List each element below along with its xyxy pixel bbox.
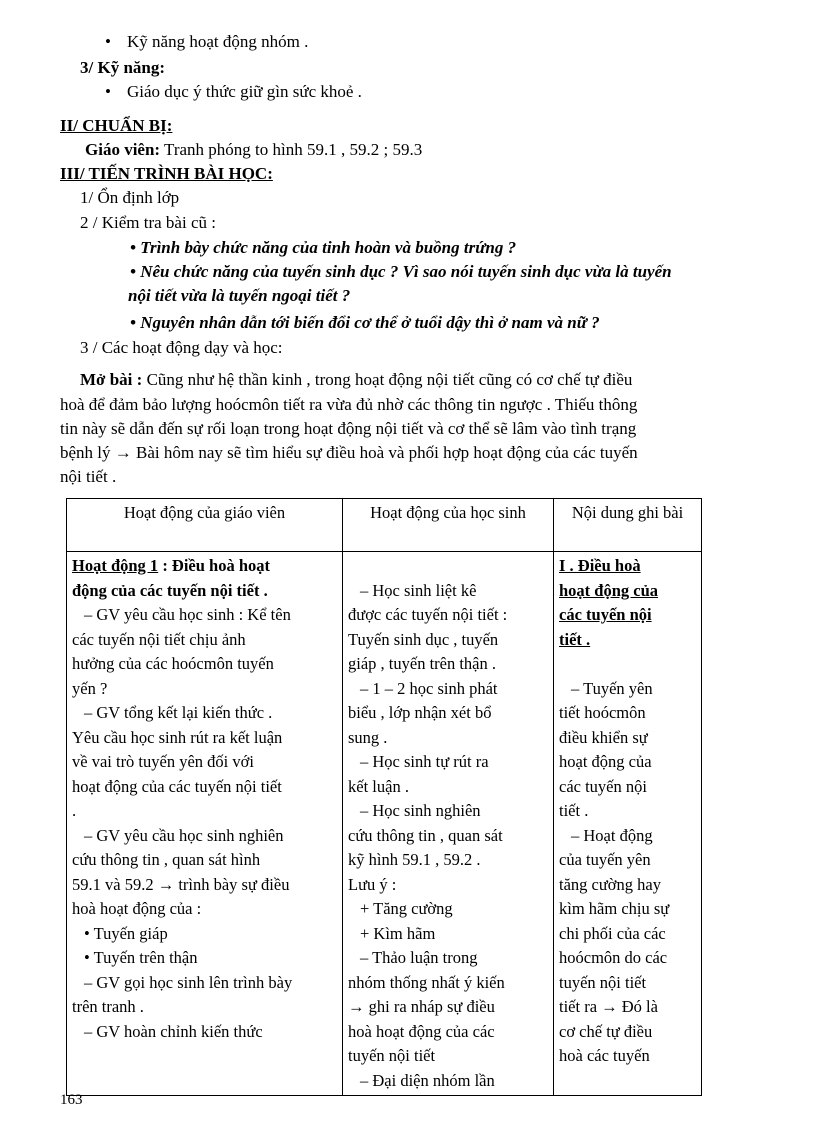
teacher-cell [67,552,343,1096]
teacher-line: – GV gọi học sinh lên trình bày [84,972,293,992]
teacher-line: Yêu cầu học sinh rút ra kết luận [72,727,283,747]
notes-line: hoạt động của [559,752,652,771]
notes-heading-line: I . Điều hoà [559,556,641,575]
notes-line: của tuyến yên [559,850,651,869]
student-lines [348,554,548,1093]
question-3: • Nguyên nhân dẫn tới biến đổi cơ thể ở tuổi dậy thì ở nam và nữ ? [130,313,600,332]
student-line: kỹ hình 59.1 , 59.2 . [348,850,481,869]
student-cell [343,552,554,1096]
teacher-line: – GV yêu cầu học sinh : Kể tên [84,605,291,624]
teacher-line: – GV tổng kết lại kiến thức . [84,703,273,722]
step-2: 2 / Kiểm tra bài cũ : [80,213,216,232]
notes-line: điều khiển sự [559,727,648,747]
teacher-line: – GV yêu cầu học sinh nghiên [84,825,284,845]
teacher-line: 59.1 và 59.2 → trình bày sự điều [72,874,290,894]
student-line: – Học sinh nghiên [360,801,481,820]
student-line: giáp , tuyến trên thận . [348,654,497,673]
teacher-line: cứu thông tin , quan sát hình [72,850,261,869]
student-line: được các tuyến nội tiết : [348,605,508,624]
student-line: + Tăng cường [360,899,453,918]
step-3: 3 / Các hoạt động dạy và học: [80,338,283,357]
skill-item-1: • Kỹ năng hoạt động nhóm . [105,32,309,51]
teacher-line: trên tranh . [72,997,144,1016]
teacher-text: Tranh phóng to hình 59.1 , 59.2 ; 59.3 [160,140,423,159]
teacher-line: • Tuyến giáp [84,923,168,943]
notes-line: cơ chế tự điều [559,1021,653,1041]
notes-heading-line: hoạt động của [559,580,659,600]
student-line: biểu , lớp nhận xét bổ [348,703,492,722]
student-line: tuyến nội tiết [348,1046,436,1065]
notes-line: – Hoạt động [571,825,653,845]
step-1: 1/ Ổn định lớp [80,188,180,207]
student-line: – Học sinh tự rút ra [360,752,489,771]
notes-line: hoócmôn do các [559,948,668,967]
student-line [348,554,548,579]
teacher-line: yến ? [72,678,108,698]
notes-heading-line: các tuyến nội [559,605,652,624]
notes-line [559,652,696,677]
notes-line: tiết ra → Đó là [559,997,658,1016]
bullet-icon: • [105,32,111,51]
heading-skills: 3/ Kỹ năng: [80,58,166,77]
teacher-line: về vai trò tuyến yên đối với [72,752,254,771]
intro-line-4: bệnh lý → Bài hôm nay sẽ tìm hiểu sự điều hoà và phối hợp hoạt động của các tuyến [60,443,638,462]
table-header-row [67,499,702,552]
question-2a: • Nêu chức năng của tuyến sinh dục ? Vì sao nói tuyến sinh dục vừa là tuyến [130,262,672,281]
intro-line-2: hoà để đảm bảo lượng hoócmôn tiết ra vừa đủ nhờ các thông tin ngược . Thiếu thông [60,395,638,414]
teacher-line: hoà hoạt động của : [72,899,202,918]
student-line: → ghi ra nháp sự điều [348,997,495,1016]
notes-heading [559,554,696,652]
teacher-line: • Tuyến trên thận [84,948,198,967]
teacher-lines [72,603,337,1044]
notes-line: kìm hãm chịu sự [559,899,670,918]
teacher-line: hoạt động của các tuyến nội tiết [72,776,282,796]
header-student: Hoạt động của học sinh [343,499,554,552]
header-teacher: Hoạt động của giáo viên [67,499,343,552]
intro-line-1: Mở bài : Cũng như hệ thần kinh , trong hoạt động nội tiết cũng có cơ chế tự điều [80,370,633,389]
skill-item-2: • Giáo dục ý thức giữ gìn sức khoẻ . [105,82,362,101]
student-line: nhóm thống nhất ý kiến [348,972,505,992]
intro-line-3: tin này sẽ dẫn đến sự rối loạn trong hoạt động nội tiết và cơ thể sẽ lâm vào tình trạng [60,419,637,438]
notes-line: hoà các tuyến [559,1046,650,1065]
section-2-title: II/ CHUẨN BỊ: [60,116,173,135]
activity-title: Hoạt động 1 : Điều hoà hoạt [72,556,271,575]
student-line: hoà hoạt động của các [348,1021,495,1041]
student-line: Lưu ý : [348,874,397,894]
notes-line: – Tuyến yên [571,678,653,698]
teacher-line: – GV hoàn chỉnh kiến thức [84,1021,263,1041]
notes-line: các tuyến nội [559,776,647,796]
notes-line: tuyến nội tiết [559,972,647,992]
intro-line-5: nội tiết . [60,467,117,486]
notes-lines [559,652,696,1069]
table-row [67,552,702,1096]
teacher-line: . [72,801,77,820]
student-line: kết luận . [348,776,409,796]
student-line: sung . [348,727,388,747]
notes-heading-line: tiết . [559,629,591,649]
notes-line: chi phối của các [559,923,666,943]
student-line: cứu thông tin , quan sát [348,825,503,845]
notes-line: tiết . [559,801,589,820]
student-line: – Đại diện nhóm lần [360,1070,495,1090]
teacher-label: Giáo viên: [85,140,161,159]
student-line: – Thảo luận trong [360,948,478,967]
notes-line: tăng cường hay [559,874,661,894]
student-line: – Học sinh liệt kê [360,580,477,600]
page-number: 163 [60,1092,83,1108]
activity-title-2: động của các tuyến nội tiết . [72,580,268,600]
notes-cell [554,552,702,1096]
teacher-line: hưởng của các hoócmôn tuyến [72,654,274,673]
teacher-prep [85,140,422,160]
question-1: • Trình bày chức năng của tinh hoàn và buồng trứng ? [130,238,517,257]
question-2b: nội tiết vừa là tuyến ngoại tiết ? [128,286,351,305]
student-line: + Kìm hãm [360,923,436,943]
notes-line: tiết hoócmôn [559,703,646,722]
bullet-icon: • [105,82,111,101]
student-line: – 1 – 2 học sinh phát [360,678,498,698]
intro-label: Mở bài : [80,370,143,389]
student-line: Tuyến sinh dục , tuyến [348,629,499,649]
header-notes: Nội dung ghi bài [554,499,702,552]
lesson-table [66,498,702,1096]
section-3-title: III/ TIẾN TRÌNH BÀI HỌC: [60,164,273,183]
teacher-line: các tuyến nội tiết chịu ảnh [72,629,246,649]
